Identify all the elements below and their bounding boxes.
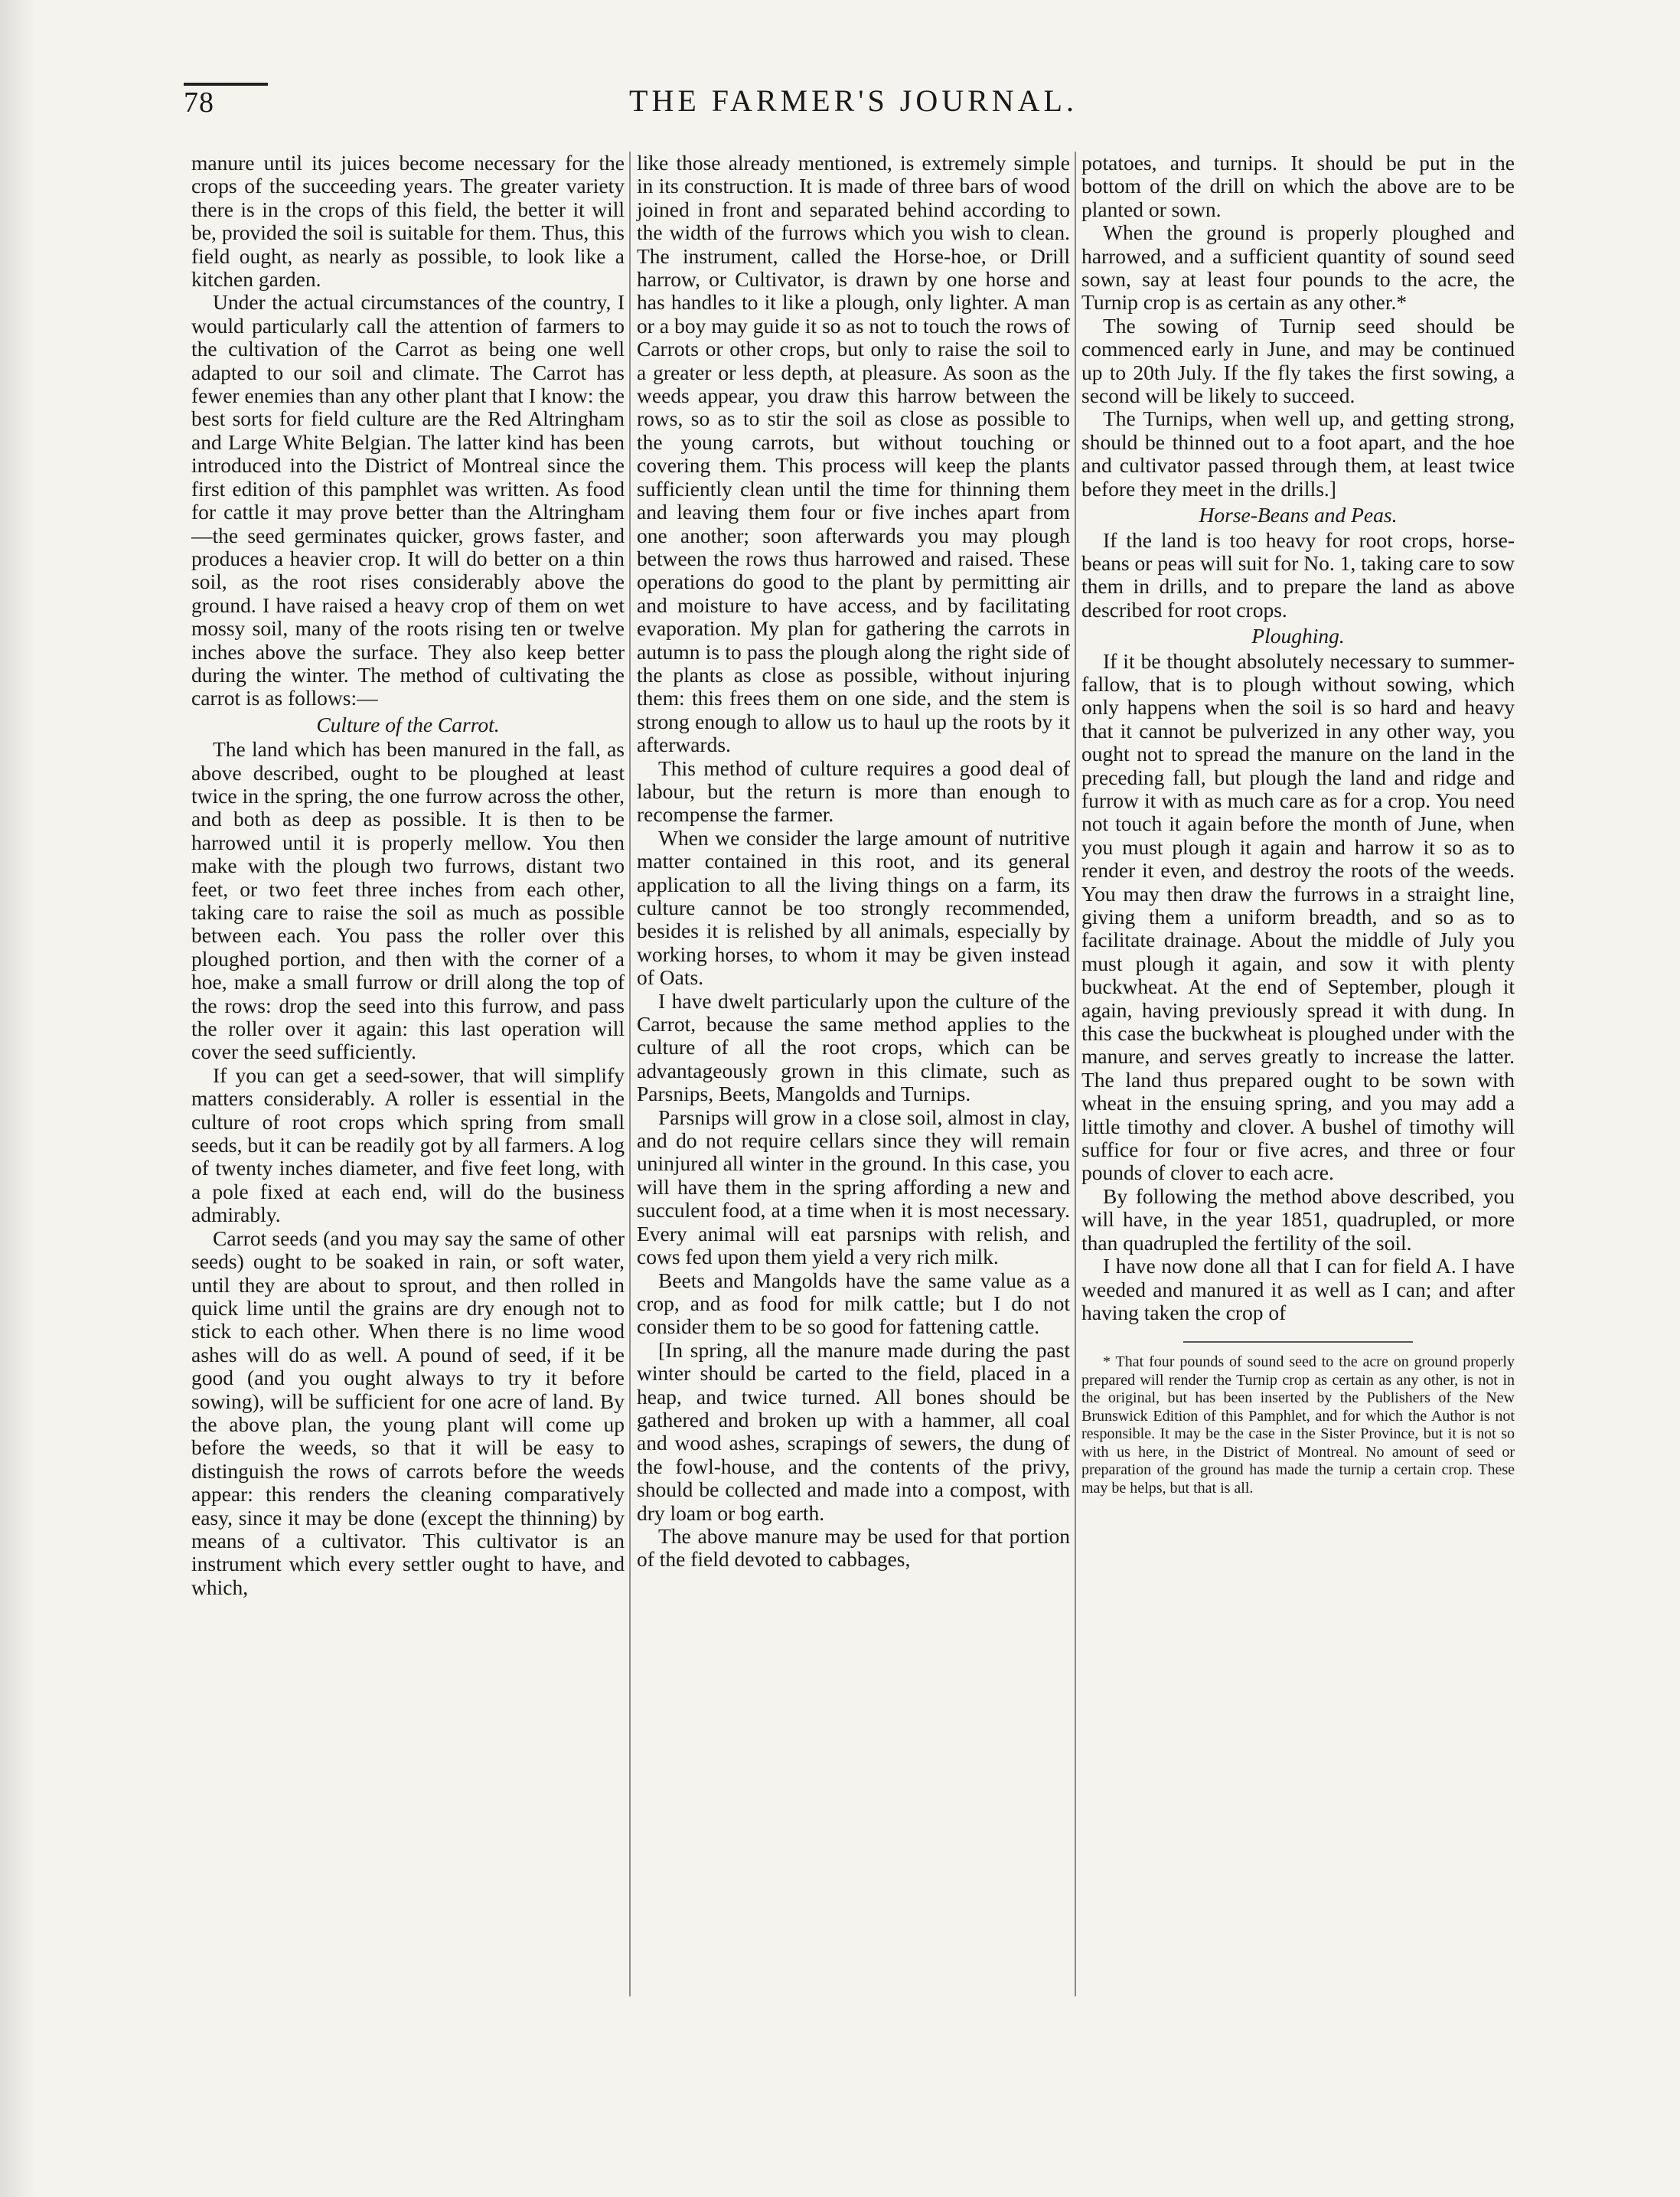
paragraph: Beets and Mangolds have the same value as a crop, and as food for milk cattle; but I do not consider them to be so good for fattening cattle. — [637, 1268, 1070, 1339]
paragraph: The Turnips, when well up, and getting strong, should be thinned out to a foot apart, and the hoe and cultivator passed through them, at least twice before they meet in the drills.] — [1081, 406, 1515, 501]
paragraph: When the ground is properly ploughed and harrowed, and a sufficient quantity of sound seed sown, say at least four pounds to the acre, the Turnip crop is as certain as any other.* — [1081, 220, 1515, 315]
column-divider — [1075, 152, 1076, 1996]
paragraph: When we consider the large amount of nutritive matter contained in this root, and its general application to all the living things on a farm, its culture cannot be too strongly recommended, besides it is relished by all animals, especially by working horses, to whom it may be given instead of Oats. — [637, 825, 1070, 990]
paragraph: potatoes, and turnips. It should be put in the bottom of the drill on which the above are to be planted or sown. — [1081, 151, 1515, 221]
paragraph: [In spring, all the manure made during the past winter should be carted to the field, placed in a heap, and twice turned. All bones should be gathered and broken up with a hammer, all coal and wood ashes, scrapings of sewers, the dung of the fowl-house, and the contents of the privy, should be collected and made into a compost, with dry loam or bog earth. — [637, 1337, 1070, 1525]
text-column-3 — [1081, 152, 1515, 1497]
paragraph: If you can get a seed-sower, that will simplify matters considerably. A roller is essential in the culture of root crops which spring from small seeds, but it can be readily got by all farmers. A log of twenty inches diameter, and five feet long, with a pole fixed at each end, will do the business admirably. — [191, 1063, 625, 1227]
paragraph: This method of culture requires a good deal of labour, but the return is more than enough to recompense the farmer. — [637, 756, 1070, 827]
section-heading: Ploughing. — [1251, 624, 1345, 648]
paragraph: Under the actual circumstances of the country, I would particularly call the attention of farmers to the cultivation of the Carrot as being one well adapted to our soil and climate. The Carrot has fewer enemies than any other plant that I know: the best sorts for field culture are the Red Altringham and Large White Belgian. The latter kind has been introduced into the District of Montreal since the first edition of this pamphlet was written. As food for cattle it may prove better than the Altringham—the seed germinates quicker, grows faster, and produces a heavier crop. It will do better on a thin soil, as the root rises considerably above the ground. I have raised a heavy crop of them on wet mossy soil, many of the roots rising ten or twelve inches above the surface. They also keep better during the winter. The method of cultivating the carrot is as follows:— — [191, 290, 625, 710]
footnote-rule — [1183, 1341, 1413, 1343]
section-heading: Horse-Beans and Peas. — [1199, 503, 1398, 527]
paragraph: Carrot seeds (and you may say the same of other seeds) ought to be soaked in rain, or soft water, until they are about to sprout, and then rolled in quick lime until the grains are dry enough not to stick to each other. When there is no lime wood ashes will do as well. A pound of seed, if it be good (and you ought always to try it before sowing), will be sufficient for one acre of land. By the above plan, the young plant will come up before the weeds, so that it will be easy to distinguish the rows of carrots before the weeds appear: this renders the cleaning comparatively easy, since it may be done (except the thinning) by means of a cultivator. This cultivator is an instrument which every settler ought to have, and which, — [191, 1226, 625, 1599]
text-column-2 — [637, 152, 1070, 1572]
page-header — [184, 83, 1523, 126]
footnote: * That four pounds of sound seed to the acre on ground properly prepared will render the Turnip crop as certain as any other, is not in the original, but has been inserted by the Publishers of the New Brunswick Edition of this Pamphlet, and for which the Author is not responsible. It may be the case in the Sister Province, but it is not so with us here, in the District of Montreal. No amount of seed or preparation of the ground has made the turnip a certain crop. These may be helps, but that is all. — [1081, 1353, 1515, 1497]
text-column-1 — [191, 152, 625, 1599]
paragraph: By following the method above described, you will have, in the year 1851, quadrupled, or more than quadrupled the fertility of the soil. — [1081, 1183, 1515, 1255]
paragraph: I have dwelt particularly upon the culture of the Carrot, because the same method applies to the culture of all the root crops, which can be advantageously grown in this climate, such as Parsnips, Beets, Mangolds and Turnips. — [637, 988, 1070, 1106]
paragraph: I have now done all that I can for field A. I have weeded and manured it as well as I can; and after having taken the crop of — [1081, 1254, 1515, 1324]
paragraph: If the land is too heavy for root crops, horse-beans or peas will suit for No. 1, taking care to sow them in drills, and to prepare the land as above described for root crops. — [1081, 527, 1515, 622]
section-heading: Culture of the Carrot. — [316, 712, 500, 736]
paragraph: like those already mentioned, is extremely simple in its construction. It is made of three bars of wood joined in front and separated behind according to the width of the furrows which you wish to clean. The instrument, called the Horse-hoe, or Drill harrow, or Cultivator, is drawn by one horse and has handles to it like a plough, only lighter. A man or a boy may guide it so as not to touch the rows of Carrots or other crops, but only to raise the soil to a greater or less depth, at pleasure. As soon as the weeds appear, you draw this harrow between the rows, so as to stir the soil as close as possible to the young carrots, but without touching or covering them. This process will keep the plants sufficiently clean until the time for thinning them and leaving them four or five inches apart from one another; soon afterwards you may plough between the rows thus harrowed and raised. These operations do good to the plant by permitting air and moisture to have access, and by facilitating evaporation. My plan for gathering the carrots in autumn is to pass the plough along the right side of the plants as close as possible, without injuring them: this frees them on one side, and the stem is strong enough to allow us to haul up the roots by it afterwards. — [637, 151, 1070, 757]
running-title: THE FARMER'S JOURNAL. — [629, 83, 1078, 118]
paragraph: The above manure may be used for that portion of the field devoted to cabbages, — [637, 1523, 1070, 1572]
page-number: 78 — [184, 87, 214, 119]
page-edge-shadow — [0, 0, 35, 2197]
paragraph: Parsnips will grow in a close soil, almost in clay, and do not require cellars since they will remain uninjured all winter in the ground. In this case, you will have them in the spring affording a new and succulent food, at a time when it is most necessary. Every animal will eat parsnips with relish, and cows fed upon them yield a very rich milk. — [637, 1105, 1070, 1269]
paragraph: The land which has been manured in the fall, as above described, ought to be ploughed at least twice in the spring, the one furrow across the other, and both as deep as possible. It is then to be harrowed until it is properly mellow. You then make with the plough two furrows, distant two feet, or two feet three inches from each other, taking care to raise the soil as much as possible between each. You pass the roller over this ploughed portion, and then with the corner of a hoe, make a small furrow or drill along the top of the rows: drop the seed into this furrow, and pass the roller over it again: this last operation will cover the seed sufficiently. — [191, 737, 625, 1064]
column-divider — [629, 152, 631, 1996]
paragraph: manure until its juices become necessary for the crops of the succeeding years. The greater variety there is in the crops of this field, the better it will be, provided the soil is suitable for them. Thus, this field ought, as nearly as possible, to look like a kitchen garden. — [191, 151, 625, 292]
paragraph: The sowing of Turnip seed should be commenced early in June, and may be continued up to 20th July. If the fly takes the first sowing, a second will be likely to succeed. — [1081, 313, 1515, 408]
paragraph: If it be thought absolutely necessary to summer-fallow, that is to plough without sowing, which only happens when the soil is so hard and heavy that it cannot be pulverized in any other way, you ought not to spread the manure on the land in the preceding fall, but plough the land and ridge and furrow it with as much care as for a crop. You need not touch it again before the month of June, when you must plough it again and harrow it so as to render it even, and destroy the roots of the weeds. You may then draw the furrows in a straight line, giving them a uniform breadth, and so as to facilitate drainage. About the middle of July you must plough it again, and sow it with plenty buckwheat. At the end of September, plough it again, having previously spread it with dung. In this case the buckwheat is ploughed under with the manure, and serves greatly to increase the latter. The land thus prepared ought to be sown with wheat in the ensuing spring, and you may add a little timothy and clover. A bushel of timothy will suffice for four or five acres, and three or four pounds of clover to each acre. — [1081, 648, 1515, 1185]
